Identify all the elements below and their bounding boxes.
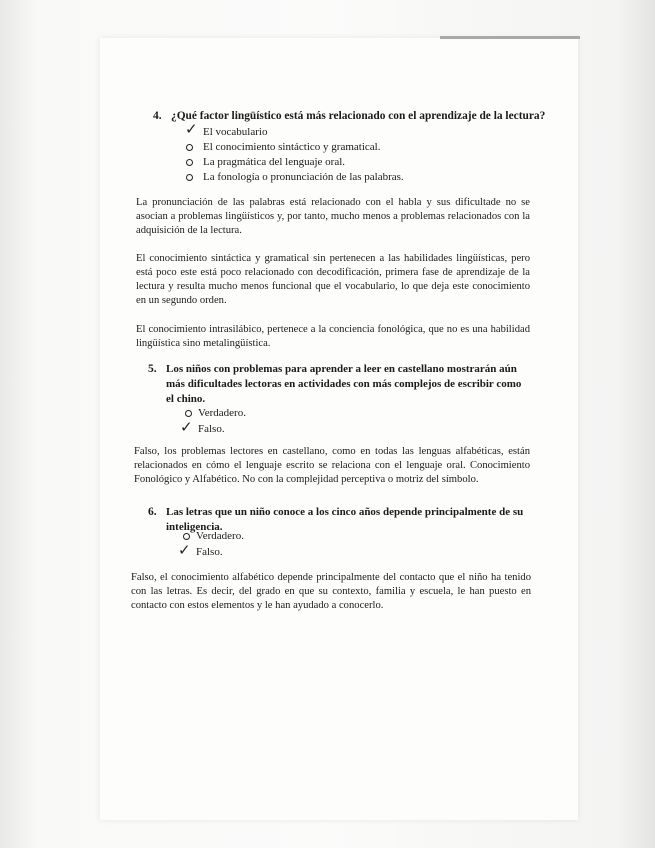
question-text: ¿Qué factor lingüístico está más relacionado con el aprendizaje de la lectura? xyxy=(171,110,546,122)
radio-circle-icon xyxy=(186,144,193,151)
question-4 xyxy=(153,109,553,125)
question-text: Los niños con problemas para aprender a leer en castellano mostrarán aún más dificultades lectoras en actividades con más complejos de escribir como el chino. xyxy=(166,363,522,405)
option-4c: La pragmática del lenguaje oral. xyxy=(203,156,346,168)
explanation-paragraph: El conocimiento sintáctica y gramatical sin pertenecen a las habilidades lingüísticas, pero está poco este está poco relacionado con decodificación, primera fase de aprendizaje de la lectura y resulta mucho menos funcional que el vocabulario, lo que deja este conocimiento en un segundo orden. xyxy=(136,253,530,306)
question-number: 6. xyxy=(148,506,157,518)
explanation-paragraph: Falso, el conocimiento alfabético depende principalmente del contacto que el niño ha tenido con las letras. Es decir, del grado en que su contexto, familia y escuela, le han puesto en contacto con estos elementos y le han ayudado a conocerlo. xyxy=(131,572,531,611)
radio-circle-icon xyxy=(183,533,190,540)
option-5a: Verdadero. xyxy=(198,407,246,419)
option-4d: La fonología o pronunciación de las palabras. xyxy=(203,171,404,183)
question-text: Las letras que un niño conoce a los cinco años depende principalmente de su inteligencia. xyxy=(166,506,524,533)
question-number: 5. xyxy=(148,363,157,375)
question-number: 4. xyxy=(153,110,162,122)
option-5b: Falso. xyxy=(198,423,225,435)
option-6a: Verdadero. xyxy=(196,530,244,542)
radio-circle-icon xyxy=(186,174,193,181)
option-4a: El vocabulario xyxy=(203,126,268,138)
radio-circle-icon xyxy=(185,410,192,417)
radio-circle-icon xyxy=(186,159,193,166)
option-6b: Falso. xyxy=(196,546,223,558)
check-mark-icon: ✓ xyxy=(180,418,193,436)
explanation-paragraph: La pronunciación de las palabras está relacionado con el habla y sus dificultade no se asocian a problemas lingüísticos y, por tanto, mucho menos a problemas relacionados con la adquisición de la lectura. xyxy=(136,197,530,236)
explanation-paragraph: Falso, los problemas lectores en castellano, como en todas las lenguas alfabéticas, están relacionados en cómo el lenguaje escrito se relaciona con el lenguaje oral. Conocimiento Fonológico y Alfabético. No con la complejidad perceptiva o motriz del símbolo. xyxy=(134,446,530,485)
explanation-paragraph: El conocimiento intrasilábico, pertenece a la conciencia fonológica, que no es una habilidad lingüística sino metalingüística. xyxy=(136,324,530,349)
check-mark-icon: ✓ xyxy=(185,120,198,138)
option-4b: El conocimiento sintáctico y gramatical. xyxy=(203,141,381,153)
check-mark-icon: ✓ xyxy=(178,541,191,559)
question-5 xyxy=(148,362,528,412)
